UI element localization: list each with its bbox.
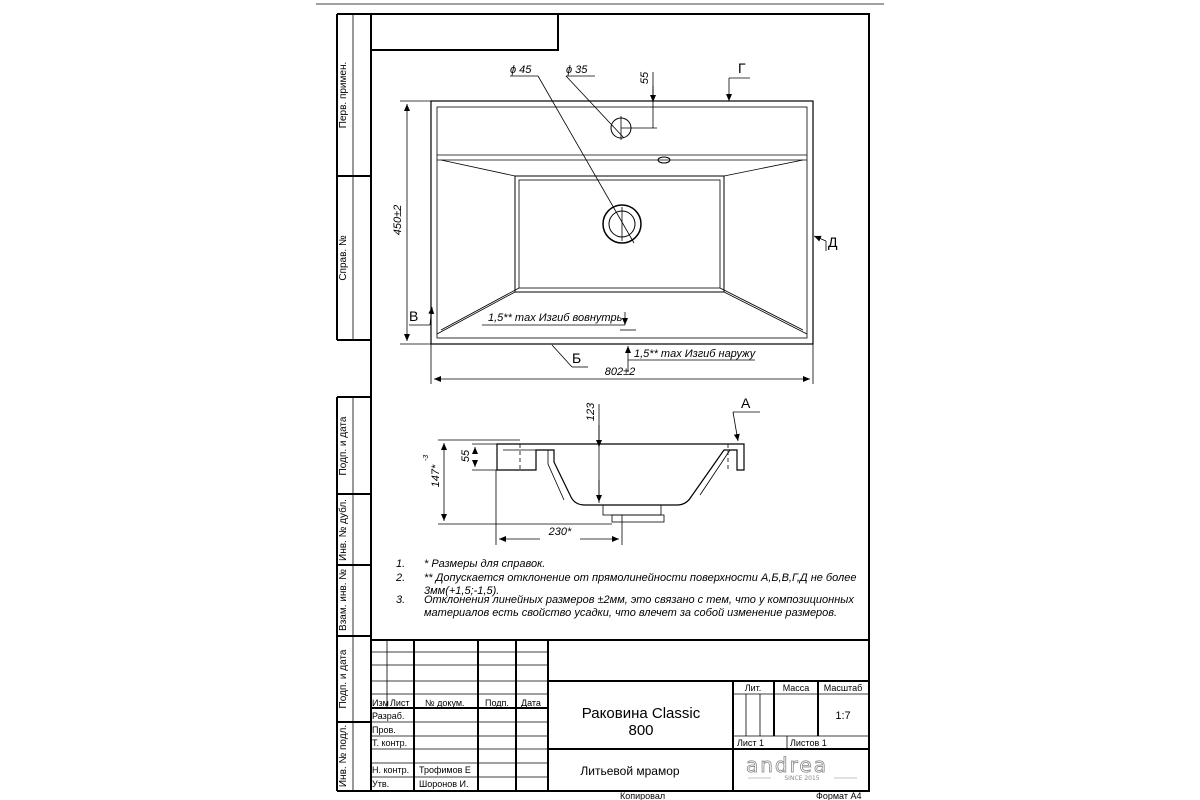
width-dim-label: 802±2 [604,366,636,378]
top-left-stamp-box [371,14,558,50]
format-label: Формат А4 [816,791,862,800]
drawing-title: Раковина Classic [581,705,701,722]
andrea-logo [746,753,857,782]
stamp-inv-no-podl: Инв. № подл. [338,724,349,788]
logo-since: SINCE 2015 [784,775,820,782]
name-utv: Шоронов И. [419,779,469,789]
hdr-masshtab: Масштаб [823,683,863,693]
dim-55-label: 55 [639,71,651,85]
height-dim-label: 450±2 [392,204,404,236]
sheet-frame [316,4,884,791]
dim-147-superscript: -3 [423,454,430,462]
dia-35-label: ϕ 35 [566,64,588,76]
notes-block [395,558,856,619]
stamp-podp-i-data-2: Подп. и дата [338,649,349,709]
label-g: Г [738,60,746,76]
label-a: А [741,395,751,411]
scale-value: 1:7 [835,710,851,722]
tolerance-in-label: 1,5** max Изгиб вовнутрь [488,312,623,324]
label-d: Д [828,234,838,250]
sheets-total: Листов 1 [790,738,827,748]
stamp-perv-primen: Перв. примен. [338,61,349,129]
label-v: В [409,308,419,324]
stamp-podp-i-data-1: Подп. и дата [338,416,349,476]
col-data: Дата [521,698,541,708]
title-block [371,640,869,800]
note-3-num: 3. [396,594,406,606]
section-outline [497,444,744,505]
label-b: Б [572,350,582,366]
plan-view [392,60,838,384]
kopiroval-label: Копировал [620,791,666,800]
note-3-line-2: материалов есть свойство усадки, что влечет за собой изменение размеров. [424,607,838,619]
dim-123-label: 123 [585,402,597,422]
col-doc: № докум. [425,698,465,708]
note-2-line-1: ** Допускается отклонение от прямолинейности поверхности А,Б,В,Г,Д не более [424,572,857,584]
role-prov: Пров. [372,725,396,735]
section-view [423,395,760,545]
role-razrab: Разраб. [372,711,405,721]
note-1-num: 1. [396,558,406,570]
note-1-line-1: * Размеры для справок. [424,558,546,570]
drain-neck [603,505,661,515]
note-2-num: 2. [396,572,406,584]
role-nkontr: Н. контр. [372,765,410,775]
hdr-lit: Лит. [744,683,762,693]
name-nkontr: Трофимов Е [419,765,471,775]
note-3-line-1: Отклонения линейных размеров ±2мм, это связано с тем, что у композиционных [424,594,854,606]
tolerance-out-label: 1,5** max Изгиб наружу [634,348,756,360]
basin-bottom [515,176,724,292]
logo-wordmark: andrea [746,753,828,777]
role-tkontr: Т. контр. [372,738,408,748]
dim-230-label: 230* [548,526,572,538]
sheet-number: Лист 1 [737,738,765,748]
dim-147-label: 147* [430,464,442,488]
material-label: Литьевой мрамор [580,764,680,778]
hdr-massa: Масса [782,683,810,693]
dia-45-label: ϕ 45 [510,64,532,76]
col-izm: Изм [372,698,389,708]
side-stamp-labels [337,62,349,787]
stamp-inv-no-dubl: Инв. № дубл. [338,499,349,561]
role-utv: Утв. [372,779,390,789]
stamp-sprav-no: Справ. № [338,235,349,281]
drawing-title-size: 800 [628,722,654,739]
note-2-line-2: 3мм(+1,5;-1,5). [424,585,500,597]
col-list: Лист [390,698,410,708]
col-podp: Подп. [485,698,509,708]
stamp-vzam-inv-no: Взам. инв. № [338,569,349,631]
dim-55-section-label: 55 [460,449,472,463]
